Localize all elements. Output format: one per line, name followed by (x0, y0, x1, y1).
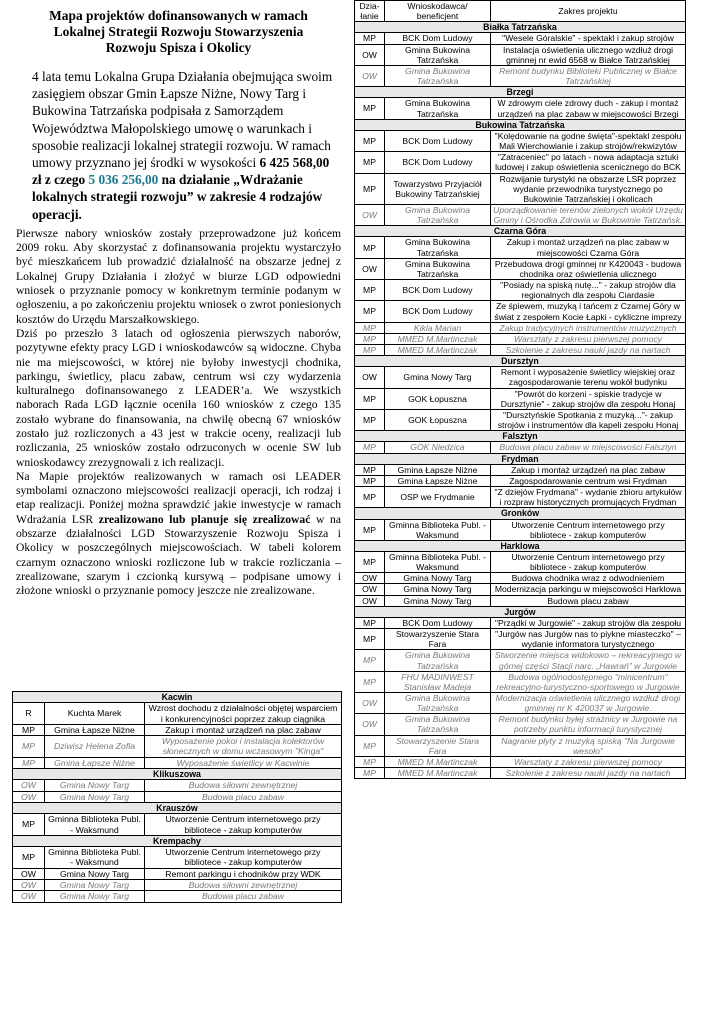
action-type: MP (13, 736, 45, 758)
locality-row (355, 119, 686, 130)
project-scope: Stworzenie miejsca widokowo – rekreacyjnego w górnej części Stacji narc. „Hawrań” w Jurgowie (491, 650, 686, 671)
table-row (355, 98, 686, 119)
header-beneficiary: Wnioskodawca/ beneficjent (385, 1, 491, 22)
project-scope: Budowa siłowni zewnętrznej (145, 880, 342, 891)
header-action: Dzia-łanie (355, 1, 385, 22)
right-projects-table-wrap (354, 0, 686, 779)
project-scope: Budowa placu zabaw (491, 595, 686, 606)
project-scope: Budowa placu zabaw (145, 791, 342, 802)
locality-row (355, 540, 686, 551)
table-row (13, 736, 342, 758)
action-type: OW (13, 780, 45, 791)
beneficiary: Gminna Biblioteka Publ. - Waksmund (45, 814, 145, 836)
locality-row (13, 802, 342, 813)
paragraph-1: Pierwsze nabory wniosków zostały przeprowadzone już końcem 2009 roku. Aby skorzystać z dofinansowania projektu wystarczyło być mieszkańcem lub prowadzić działalność na obszarze jednej z Lokalnej Grupy Działania i złożyć w biurze LGD odpowiedni wniosek o przyznanie pomocy w konkretnym terminie podanym w ogłoszeniu, a po zakończeniu projektu wniosek o zwrot poniesionych kosztów do Urzędu Marszałkowskiego. (16, 226, 341, 326)
locality-name: Dursztyn (355, 356, 686, 367)
paragraph-3-c: w na obszarze działalności LGD Stowarzyszenie Rozwoju Spisza i Okolicy w poszczególnych miejscowościach. W tabeli kolorem czarnym oznaczono wnioski rozliczone lub w trakcie rozliczania – zrealizowane, szarym i czcionką kursywą – podpisane umowy i złożone wnioski o przyznanie pomocy jeszcze nie zrealizowane. (16, 512, 341, 598)
beneficiary: BCK Dom Ludowy (385, 33, 491, 44)
table-row (355, 756, 686, 767)
header-scope: Zakres projektu (491, 1, 686, 22)
project-scope: "Powrót do korzeni - spiskie tradycje w Dursztynie" - zakup strojów dla zespołu Honaj (491, 388, 686, 409)
beneficiary: BCK Dom Ludowy (385, 152, 491, 173)
project-scope: Budowa placu zabaw w miejscowości Falsztyn (491, 442, 686, 453)
beneficiary: Gmina Łapsze Niżne (385, 475, 491, 486)
lead-text-2: na działanie „Wdrażanie lokalnych strategii rozwoju” w zakresie 4 rodzajów operacji. (32, 172, 323, 222)
project-scope: Zakup tradycyjnych instrumentów muzycznych (491, 322, 686, 333)
project-scope: Zagospodarowanie centrum wsi Frydman (491, 475, 686, 486)
locality-row (13, 692, 342, 703)
action-type: MP (355, 756, 385, 767)
action-type: MP (13, 814, 45, 836)
action-type: OW (13, 868, 45, 879)
locality-row (13, 835, 342, 846)
project-scope: "Prządki w Jurgowie" - zakup strojów dla zespołu (491, 617, 686, 628)
table-row (355, 551, 686, 572)
action-type: MP (355, 280, 385, 301)
project-scope: Remont budynku byłej strażnicy w Jurgowie na potrzeby punktu informacji turystycznej (491, 714, 686, 735)
action-type: MP (355, 237, 385, 258)
locality-name: Czarna Góra (355, 226, 686, 237)
action-type: OW (355, 204, 385, 225)
beneficiary: Gmina Bukowina Tatrzańska (385, 98, 491, 119)
table-row (355, 258, 686, 279)
beneficiary: GOK Niedzica (385, 442, 491, 453)
project-scope: "Posiady na spiską nutę..." - zakup strojów dla regionalnych dla zespołu Ciardasie (491, 280, 686, 301)
lead-amount-1: 6 425 568,00 zł z czego (32, 155, 330, 188)
beneficiary: GOK Łopuszna (385, 388, 491, 409)
table-row (355, 693, 686, 714)
locality-row (355, 356, 686, 367)
project-scope: "Dursztyńskie Spotkania z muzyką..."- zakup strojów i instrumentów dla kapeli zespołu Honaj (491, 409, 686, 430)
table-row (13, 780, 342, 791)
locality-name: Bukowina Tatrzańska (355, 119, 686, 130)
table-row (355, 301, 686, 322)
project-scope: Wyposażenie pokoi i instalacja kolektorów słonecznych w domu wczasowym "Kinga" (145, 736, 342, 758)
locality-name: Klikuszowa (13, 769, 342, 780)
beneficiary: Towarzystwo Przyjaciół Bukowiny Tatrzańskiej (385, 173, 491, 204)
lead-amount-2: 5 036 256,00 (88, 172, 159, 188)
table-row (355, 65, 686, 86)
beneficiary: Gmina Nowy Targ (45, 780, 145, 791)
locality-name: Krauszów (13, 802, 342, 813)
project-scope: Nagranie płyty z muzyką spiską "Na Jurgowie wesoło" (491, 735, 686, 756)
project-scope: Modernizacja oświetlenia ulicznego wzdłuż drogi gminnej nr K 420037 w Jurgowie. (491, 693, 686, 714)
table-row (13, 757, 342, 768)
beneficiary: Gminna Biblioteka Publ. - Waksmund (385, 551, 491, 572)
table-row (13, 880, 342, 891)
beneficiary: Gmina Bukowina Tatrzańska (385, 44, 491, 65)
action-type: MP (355, 173, 385, 204)
project-scope: Przebudowa drogi gminnej nr K420043 - budowa chodnika oraz oświetlenia ulicznego (491, 258, 686, 279)
table-row (355, 617, 686, 628)
table-row (355, 573, 686, 584)
beneficiary: MMED M.Martinczak (385, 756, 491, 767)
action-type: MP (355, 475, 385, 486)
table-row (355, 487, 686, 508)
locality-row (355, 606, 686, 617)
locality-name: Białka Tatrzańska (355, 22, 686, 33)
action-type: MP (355, 768, 385, 779)
table-row (13, 868, 342, 879)
action-type: MP (355, 464, 385, 475)
action-type: OW (13, 891, 45, 902)
table-row (355, 671, 686, 692)
table-row (355, 768, 686, 779)
beneficiary: Dziwisz Helena Zofia (45, 736, 145, 758)
action-type: MP (355, 442, 385, 453)
project-scope: "Jurgów nas Jurgów nas to piykne miasteczko" – wydanie informatora turystycznego (491, 629, 686, 650)
project-scope: "Z dziejów Frydmana" - wydanie zbioru artykułów i rozpraw historycznych promujących Frydman (491, 487, 686, 508)
table-row (355, 345, 686, 356)
beneficiary: Gmina Nowy Targ (45, 791, 145, 802)
project-scope: Zakup i montaż urządzeń na plac zabaw (491, 464, 686, 475)
action-type: OW (355, 584, 385, 595)
project-scope: Budowa ogólnodostępnego "minicentrum" rekreacyjno-turystyczno-sportowego w Jurgowie (491, 671, 686, 692)
project-scope: "Kolędowanie na godne święta"-spektakl zespołu Mali Wierchowianie i zakup strojów/rekwizytów (491, 130, 686, 151)
locality-row (355, 431, 686, 442)
table-row (355, 735, 686, 756)
project-scope: Uporządkowanie terenów zielonych wokół Urzędu Gminy i Ośrodka Zdrowia w Bukowinie Tatrzańsk. (491, 204, 686, 225)
project-scope: Warsztaty z zakresu pierwszej pomocy (491, 333, 686, 344)
beneficiary: FHU MADINWEST Stanisław Madeja (385, 671, 491, 692)
action-type: MP (355, 33, 385, 44)
locality-name: Brzegi (355, 87, 686, 98)
beneficiary: Gmina Łapsze Niżne (45, 757, 145, 768)
action-type: OW (355, 258, 385, 279)
table-row (355, 130, 686, 151)
page-title: Mapa projektów dofinansowanych w ramach Lokalnej Strategii Rozwoju Stowarzyszenia Rozwoju Spisza i Okolicy (49, 8, 308, 55)
table-row (355, 519, 686, 540)
action-type: MP (355, 671, 385, 692)
action-type: OW (13, 791, 45, 802)
action-type: MP (355, 388, 385, 409)
project-scope: "Zatraceniec" po latach - nowa adaptacja sztuki ludowej i zakup oświetlenia scenicznego do BCK (491, 152, 686, 173)
table-row (355, 280, 686, 301)
lead-paragraph (16, 68, 341, 223)
project-scope: Budowa chodnika wraz z odwodnieniem (491, 573, 686, 584)
paragraph-3 (16, 470, 341, 599)
project-scope: Remont parkingu i chodników przy WDK (145, 868, 342, 879)
locality-name: Kacwin (13, 692, 342, 703)
beneficiary: BCK Dom Ludowy (385, 617, 491, 628)
project-scope: Budowa placu zabaw (145, 891, 342, 902)
table-row (13, 791, 342, 802)
action-type: MP (355, 301, 385, 322)
table-row (13, 814, 342, 836)
left-projects-table (12, 691, 342, 903)
action-type: MP (355, 333, 385, 344)
project-scope: Utworzenie Centrum internetowego przy bibliotece - zakup komputerów (145, 814, 342, 836)
table-row (355, 44, 686, 65)
beneficiary: Gmina Bukowina Tatrzańska (385, 65, 491, 86)
table-row (355, 475, 686, 486)
action-type: MP (355, 551, 385, 572)
beneficiary: Gmina Bukowina Tatrzańska (385, 258, 491, 279)
project-scope: Wyposażenie świetlicy w Kacwinie (145, 757, 342, 768)
project-scope: Remont budynku Biblioteki Publicznej w Białce Tatrzańskiej (491, 65, 686, 86)
action-type: OW (355, 693, 385, 714)
project-scope: Instalacja oświetlenia ulicznego wzdłuż drogi gminnej nr ewid 6568 w Białce Tatrzańskiej (491, 44, 686, 65)
action-type: MP (355, 735, 385, 756)
project-scope: Ze śpiewem, muzyką i tańcem z Czarnej Góry w świat z zespołem Kocie Łapki - cykliczne imprezy (491, 301, 686, 322)
table-row (355, 388, 686, 409)
action-type: OW (355, 65, 385, 86)
locality-row (355, 226, 686, 237)
action-type: MP (355, 98, 385, 119)
table-row (13, 703, 342, 725)
locality-name: Frydman (355, 453, 686, 464)
table-row (355, 464, 686, 475)
right-projects-table (354, 0, 686, 779)
beneficiary: Gmina Nowy Targ (385, 584, 491, 595)
paragraph-2: Dziś po przeszło 3 latach od ogłoszenia pierwszych naborów, pozytywne efekty pracy LGD i wnioskodawców są widoczne. Chyba nie ma miejscowości, w której nie byłoby inwestycji chodnika, parkingu, świetlicy, placu zabaw, centrum wsi czy wydarzenia kulturalnego dofinansowanego z LEADER’a. We wszystkich naborach Rada LGD łącznie oceniła 160 wniosków z czego 135 zostało wybrane do finansowania, na chwilę obecną 67 wniosków zostało już rozliczonych a 43 jest w trakcie oceny, realizacji lub rozliczania, 25 wniosków zostało odrzuconych w ocenie SW lub wnioskodawcy zrezygnowali z ich realizacji. (16, 326, 341, 469)
table-row (355, 367, 686, 388)
table-row (13, 847, 342, 869)
locality-row (355, 453, 686, 464)
action-type: MP (355, 650, 385, 671)
locality-name: Gronków (355, 508, 686, 519)
locality-row (355, 87, 686, 98)
beneficiary: Stowarzyszenie Stara Fara (385, 735, 491, 756)
locality-row (355, 22, 686, 33)
action-type: MP (355, 629, 385, 650)
beneficiary: Gmina Nowy Targ (385, 367, 491, 388)
locality-name: Falsztyn (355, 431, 686, 442)
beneficiary: MMED M.Martinczak (385, 333, 491, 344)
project-scope: Zakup i montaż urządzeń na plac zabaw w miejscowości Czarna Góra (491, 237, 686, 258)
beneficiary: Gmina Nowy Targ (385, 573, 491, 584)
beneficiary: Gmina Łapsze Niżne (45, 724, 145, 735)
beneficiary: Gmina Bukowina Tatrzańska (385, 650, 491, 671)
table-row (355, 629, 686, 650)
beneficiary: Stowarzyszenie Stara Fara (385, 629, 491, 650)
action-type: MP (355, 322, 385, 333)
article-column (16, 6, 341, 599)
action-type: MP (355, 130, 385, 151)
table-row (355, 204, 686, 225)
beneficiary: BCK Dom Ludowy (385, 301, 491, 322)
project-scope: Rozwijanie turystyki na obszarze LSR poprzez wydanie przewodnika turystycznego po Bukowinie Tatrzańskiej i okolicach (491, 173, 686, 204)
project-scope: W zdrowym ciele zdrowy duch - zakup i montaż urządzeń na plac zabaw w miejscowości Brzegi (491, 98, 686, 119)
beneficiary: Gmina Nowy Targ (45, 880, 145, 891)
action-type: OW (355, 367, 385, 388)
table-row (355, 442, 686, 453)
locality-name: Krempachy (13, 835, 342, 846)
project-scope: Szkolenie z zakresu nauki jazdy na nartach (491, 345, 686, 356)
action-type: MP (355, 487, 385, 508)
table-row (355, 650, 686, 671)
beneficiary: Gmina Bukowina Tatrzańska (385, 237, 491, 258)
beneficiary: Gmina Bukowina Tatrzańska (385, 714, 491, 735)
action-type: MP (355, 152, 385, 173)
project-scope: "Wesele Góralskie" - spektakl i zakup strojów (491, 33, 686, 44)
project-scope: Budowa siłowni zewnętrznej (145, 780, 342, 791)
table-row (355, 333, 686, 344)
action-type: R (13, 703, 45, 725)
locality-row (13, 769, 342, 780)
project-scope: Utworzenie Centrum internetowego przy bibliotece - zakup komputerów (145, 847, 342, 869)
action-type: OW (355, 573, 385, 584)
left-projects-table-wrap (12, 691, 342, 903)
table-row (355, 237, 686, 258)
table-header-row (355, 1, 686, 22)
beneficiary: Gmina Nowy Targ (385, 595, 491, 606)
table-row (355, 173, 686, 204)
beneficiary: Gmina Bukowina Tatrzańska (385, 693, 491, 714)
action-type: MP (355, 519, 385, 540)
action-type: MP (355, 409, 385, 430)
table-row (355, 714, 686, 735)
action-type: MP (355, 617, 385, 628)
locality-row (355, 508, 686, 519)
project-scope: Zakup i montaż urządzeń na plac zabaw (145, 724, 342, 735)
beneficiary: MMED M.Martinczak (385, 768, 491, 779)
table-row (13, 891, 342, 902)
article-body (16, 227, 341, 599)
beneficiary: MMED M.Martinczak (385, 345, 491, 356)
beneficiary: Kikla Marian (385, 322, 491, 333)
beneficiary: GOK Łopuszna (385, 409, 491, 430)
project-scope: Utworzenie Centrum internetowego przy bibliotece - zakup komputerów (491, 519, 686, 540)
lead-text-1: 4 lata temu Lokalna Grupa Działania obejmująca swoim zasięgiem obszar Gmin Łapsze Niżne, Nowy Targ i Bukowina Tatrzańska podpisała z Samorządem Województwa Małopolskiego umowę o warunkach i sposobie realizacji lokalnej strategii rozwoju. W ramach umowy przyznano jej środki w wysokości (32, 69, 333, 171)
action-type: OW (355, 595, 385, 606)
beneficiary: BCK Dom Ludowy (385, 130, 491, 151)
locality-name: Jurgów (355, 606, 686, 617)
beneficiary: Gmina Nowy Targ (45, 868, 145, 879)
project-scope: Szkolenie z zakresu nauki jazdy na nartach (491, 768, 686, 779)
project-scope: Modernizacja parkingu w miejscowości Harklowa (491, 584, 686, 595)
action-type: MP (13, 724, 45, 735)
action-type: OW (355, 714, 385, 735)
paragraph-3-a: Na Mapie projektów realizowanych w ramach osi LEADER symbolami oznaczono miejscowości realizacji operacji, ich rodzaj i etap realizacji. Poniżej można sprawdzić jakie inwestycje w ramach Wdrażania LSR (16, 469, 341, 526)
beneficiary: Kuchta Marek (45, 703, 145, 725)
beneficiary: Gmina Nowy Targ (45, 891, 145, 902)
beneficiary: Gminna Biblioteka Publ. - Waksmund (385, 519, 491, 540)
beneficiary: BCK Dom Ludowy (385, 280, 491, 301)
project-scope: Warsztaty z zakresu pierwszej pomocy (491, 756, 686, 767)
locality-name: Harklowa (355, 540, 686, 551)
table-row (355, 33, 686, 44)
beneficiary: Gmina Bukowina Tatrzańska (385, 204, 491, 225)
project-scope: Utworzenie Centrum internetowego przy bibliotece - zakup komputerów (491, 551, 686, 572)
table-row (355, 152, 686, 173)
action-type: OW (355, 44, 385, 65)
table-row (355, 584, 686, 595)
action-type: MP (355, 345, 385, 356)
table-row (355, 322, 686, 333)
beneficiary: Gmina Łapsze Niżne (385, 464, 491, 475)
project-scope: Remont i wyposażenie świetlicy wiejskiej oraz zagospodarowanie terenu wokół budynku (491, 367, 686, 388)
beneficiary: Gminna Biblioteka Publ. - Waksmund (45, 847, 145, 869)
table-row (13, 724, 342, 735)
action-type: MP (13, 847, 45, 869)
action-type: MP (13, 757, 45, 768)
table-row (355, 409, 686, 430)
table-row (355, 595, 686, 606)
project-scope: Wzrost dochodu z działalności objętej wsparciem i konkurencyjności poprzez zakup ciągnika (145, 703, 342, 725)
paragraph-3-bold: zrealizowano lub planuje się zrealizować (98, 512, 311, 526)
beneficiary: OSP we Frydmanie (385, 487, 491, 508)
action-type: OW (13, 880, 45, 891)
